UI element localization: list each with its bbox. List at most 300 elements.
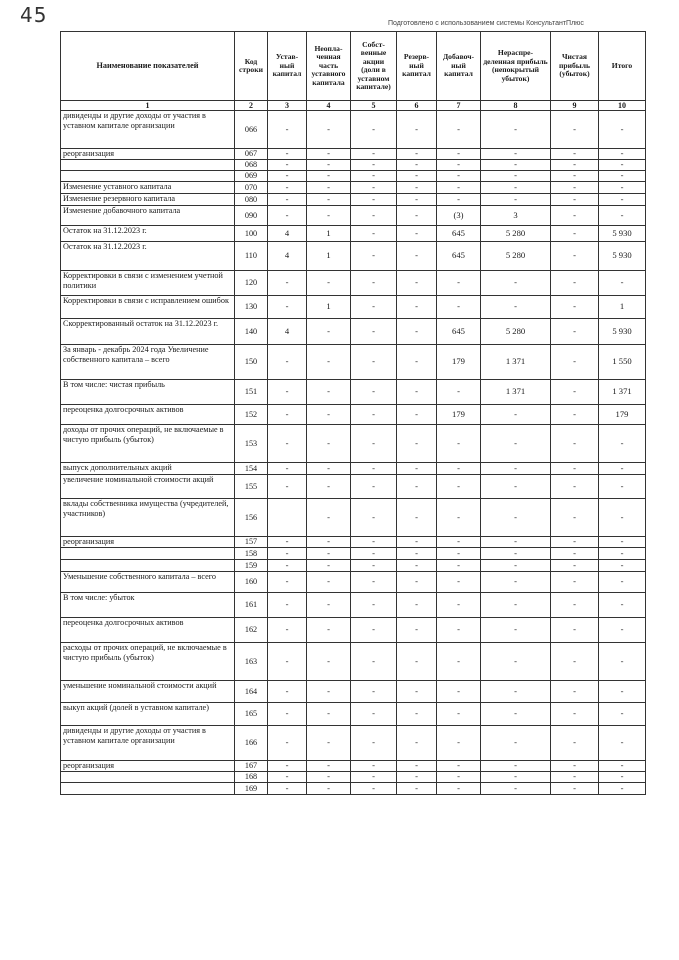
row-value: -	[437, 618, 481, 643]
row-value: -	[351, 242, 397, 271]
row-value: -	[307, 643, 351, 681]
row-value: 5 930	[599, 319, 646, 345]
table-row	[61, 149, 646, 160]
row-value: -	[351, 271, 397, 296]
table-row	[61, 593, 646, 618]
table-row	[61, 345, 646, 380]
row-value: -	[307, 380, 351, 405]
row-value: 645	[437, 226, 481, 242]
row-value: -	[307, 726, 351, 761]
row-value: -	[307, 783, 351, 795]
table-row	[61, 242, 646, 271]
row-value: -	[481, 296, 551, 319]
table-row	[61, 111, 646, 149]
row-code: 130	[235, 296, 268, 319]
page-number: 45	[20, 3, 48, 27]
row-code: 158	[235, 548, 268, 560]
row-value: -	[437, 703, 481, 726]
row-name	[61, 171, 235, 182]
header-retained-earnings: Нераспре-деленная прибыль (непокрытый убыток)	[481, 32, 551, 101]
row-value: (3)	[437, 206, 481, 226]
row-value: -	[481, 726, 551, 761]
row-code: 067	[235, 149, 268, 160]
row-value: 179	[437, 345, 481, 380]
row-value: -	[397, 761, 437, 772]
row-code: 159	[235, 560, 268, 572]
row-name	[61, 772, 235, 783]
row-value: -	[351, 171, 397, 182]
row-value: -	[351, 226, 397, 242]
row-value: -	[481, 572, 551, 593]
row-value: -	[551, 380, 599, 405]
row-value: -	[351, 537, 397, 548]
row-value: 5 280	[481, 226, 551, 242]
row-value: -	[481, 537, 551, 548]
row-value: 179	[599, 405, 646, 425]
row-value: -	[397, 772, 437, 783]
table-row	[61, 772, 646, 783]
row-value: -	[351, 345, 397, 380]
row-value: -	[397, 242, 437, 271]
row-value	[268, 499, 307, 537]
row-name: расходы от прочих операций, не включаемые в чистую прибыль (убыток)	[61, 643, 235, 681]
row-value: -	[397, 499, 437, 537]
row-value: -	[481, 463, 551, 475]
row-value: -	[351, 194, 397, 206]
row-value: -	[599, 560, 646, 572]
header-net-profit: Чистая прибыль (убыток)	[551, 32, 599, 101]
row-value: -	[599, 206, 646, 226]
row-value: -	[397, 726, 437, 761]
row-value: -	[551, 475, 599, 499]
row-value: -	[551, 560, 599, 572]
table-row	[61, 560, 646, 572]
row-value: -	[437, 761, 481, 772]
row-value: -	[551, 548, 599, 560]
row-value: -	[397, 405, 437, 425]
row-value: -	[268, 405, 307, 425]
row-value: -	[481, 171, 551, 182]
row-value: -	[268, 271, 307, 296]
row-code: 120	[235, 271, 268, 296]
row-value: -	[268, 772, 307, 783]
row-value: -	[268, 761, 307, 772]
row-value: -	[307, 499, 351, 537]
row-value: 3	[481, 206, 551, 226]
row-code: 110	[235, 242, 268, 271]
row-value: -	[551, 182, 599, 194]
header-code: Код строки	[235, 32, 268, 101]
row-code: 069	[235, 171, 268, 182]
row-value: -	[551, 271, 599, 296]
table-row	[61, 783, 646, 795]
row-value: 4	[268, 226, 307, 242]
capital-changes-table	[60, 31, 646, 795]
row-value: -	[268, 160, 307, 171]
row-name: увеличение номинальной стоимости акций	[61, 475, 235, 499]
row-code: 068	[235, 160, 268, 171]
row-name: дивиденды и другие доходы от участия в уставном капитале организации	[61, 111, 235, 149]
row-name	[61, 160, 235, 171]
row-value: -	[351, 593, 397, 618]
row-value: -	[397, 643, 437, 681]
row-value: -	[481, 475, 551, 499]
row-value: -	[351, 681, 397, 703]
table-row	[61, 618, 646, 643]
row-value: -	[551, 171, 599, 182]
row-value: -	[351, 772, 397, 783]
column-number: 3	[268, 101, 307, 111]
row-value: -	[599, 681, 646, 703]
row-value: 5 280	[481, 242, 551, 271]
row-value: -	[437, 783, 481, 795]
row-code: 167	[235, 761, 268, 772]
row-value: -	[551, 726, 599, 761]
row-value: -	[397, 425, 437, 463]
row-value: -	[599, 703, 646, 726]
row-name: Корректировки в связи с исправлением ошибок	[61, 296, 235, 319]
row-name: дивиденды и другие доходы от участия в уставном капитале организации	[61, 726, 235, 761]
table-row	[61, 703, 646, 726]
row-value: -	[397, 194, 437, 206]
row-value: -	[599, 182, 646, 194]
row-value: -	[268, 111, 307, 149]
row-name	[61, 548, 235, 560]
header-total: Итого	[599, 32, 646, 101]
row-name: Корректировки в связи с изменением учетной политики	[61, 271, 235, 296]
row-value: -	[268, 703, 307, 726]
table-row	[61, 171, 646, 182]
row-value: -	[481, 111, 551, 149]
row-value: -	[437, 499, 481, 537]
row-code: 155	[235, 475, 268, 499]
row-value: -	[551, 681, 599, 703]
row-value: -	[307, 111, 351, 149]
row-code: 070	[235, 182, 268, 194]
row-value: -	[307, 618, 351, 643]
row-value: -	[551, 618, 599, 643]
row-value: -	[437, 296, 481, 319]
row-value: -	[307, 703, 351, 726]
column-number: 4	[307, 101, 351, 111]
row-value: -	[307, 171, 351, 182]
row-value: -	[397, 560, 437, 572]
row-value: -	[268, 548, 307, 560]
row-value: -	[437, 726, 481, 761]
row-code: 162	[235, 618, 268, 643]
row-value: -	[437, 572, 481, 593]
header-name: Наименование показателей	[61, 32, 235, 101]
column-number: 7	[437, 101, 481, 111]
row-value: -	[307, 182, 351, 194]
row-value: -	[268, 560, 307, 572]
row-value: -	[481, 425, 551, 463]
row-value: -	[599, 425, 646, 463]
header-unpaid-capital: Неопла-ченная часть уставного капитала	[307, 32, 351, 101]
row-value: -	[397, 618, 437, 643]
row-value: -	[268, 593, 307, 618]
row-code: 169	[235, 783, 268, 795]
row-value: -	[351, 499, 397, 537]
row-value: -	[268, 643, 307, 681]
row-value: -	[268, 345, 307, 380]
row-name: В том числе: чистая прибыль	[61, 380, 235, 405]
row-value: -	[599, 463, 646, 475]
row-value: 4	[268, 242, 307, 271]
row-value: -	[351, 380, 397, 405]
row-value: 1	[307, 226, 351, 242]
row-value: -	[351, 319, 397, 345]
table-row	[61, 726, 646, 761]
row-value: -	[599, 111, 646, 149]
row-value: -	[551, 643, 599, 681]
row-value: -	[437, 111, 481, 149]
row-value: 1 371	[481, 345, 551, 380]
row-value: -	[551, 206, 599, 226]
table-row	[61, 226, 646, 242]
row-value: -	[268, 171, 307, 182]
row-value: -	[551, 111, 599, 149]
row-value: -	[268, 681, 307, 703]
row-value: -	[351, 572, 397, 593]
row-value: -	[397, 226, 437, 242]
row-code: 163	[235, 643, 268, 681]
row-value: 1 550	[599, 345, 646, 380]
table-row	[61, 319, 646, 345]
row-value: -	[551, 194, 599, 206]
header-reserve-capital: Резерв-ный капитал	[397, 32, 437, 101]
row-value: -	[351, 548, 397, 560]
row-value: -	[599, 537, 646, 548]
row-value: -	[397, 703, 437, 726]
table-row	[61, 537, 646, 548]
column-number-row	[61, 101, 646, 111]
row-name: Изменение резервного капитала	[61, 194, 235, 206]
row-name: доходы от прочих операций, не включаемые в чистую прибыль (убыток)	[61, 425, 235, 463]
row-code: 150	[235, 345, 268, 380]
row-value: -	[599, 643, 646, 681]
row-value: -	[268, 380, 307, 405]
row-value: -	[599, 160, 646, 171]
row-value: -	[351, 560, 397, 572]
row-name: Уменьшение собственного капитала – всего	[61, 572, 235, 593]
row-value: -	[599, 726, 646, 761]
column-number: 1	[61, 101, 235, 111]
row-code: 164	[235, 681, 268, 703]
row-value: -	[437, 463, 481, 475]
source-note: Подготовлено с использованием системы КонсультантПлюс	[388, 20, 584, 27]
row-value: 1	[307, 242, 351, 271]
row-value: -	[397, 475, 437, 499]
row-value: -	[307, 345, 351, 380]
table-row	[61, 463, 646, 475]
row-name: Скорректированный остаток на 31.12.2023 г.	[61, 319, 235, 345]
row-name: вклады собственника имущества (учредителей, участников)	[61, 499, 235, 537]
row-value: -	[307, 149, 351, 160]
column-number: 10	[599, 101, 646, 111]
table-row	[61, 380, 646, 405]
row-value: -	[351, 149, 397, 160]
row-value: 4	[268, 319, 307, 345]
row-value: -	[551, 160, 599, 171]
row-value: 645	[437, 242, 481, 271]
row-value: -	[351, 182, 397, 194]
row-value: -	[351, 783, 397, 795]
row-value: -	[437, 475, 481, 499]
row-value: -	[551, 345, 599, 380]
table-row	[61, 681, 646, 703]
row-name: переоценка долгосрочных активов	[61, 618, 235, 643]
row-value: -	[437, 160, 481, 171]
row-value: -	[599, 271, 646, 296]
row-name: Остаток на 31.12.2023 г.	[61, 226, 235, 242]
table-row	[61, 296, 646, 319]
row-value: 5 930	[599, 242, 646, 271]
table-row	[61, 643, 646, 681]
row-value: -	[307, 761, 351, 772]
row-value: -	[599, 783, 646, 795]
row-value: -	[307, 463, 351, 475]
row-value: -	[268, 182, 307, 194]
row-value: -	[551, 226, 599, 242]
row-value: 5 930	[599, 226, 646, 242]
row-value: -	[351, 703, 397, 726]
column-number: 2	[235, 101, 268, 111]
row-value: -	[351, 643, 397, 681]
row-value: -	[437, 425, 481, 463]
row-name: Остаток на 31.12.2023 г.	[61, 242, 235, 271]
row-value: -	[551, 572, 599, 593]
row-code: 140	[235, 319, 268, 345]
row-value: -	[397, 160, 437, 171]
row-value: -	[437, 171, 481, 182]
row-value: -	[397, 548, 437, 560]
row-value: -	[481, 772, 551, 783]
row-value: -	[437, 537, 481, 548]
row-value: -	[307, 206, 351, 226]
row-value: -	[307, 405, 351, 425]
row-value: -	[481, 681, 551, 703]
row-value: -	[481, 548, 551, 560]
row-value: 645	[437, 319, 481, 345]
row-value: -	[437, 772, 481, 783]
row-value: -	[307, 548, 351, 560]
row-value: -	[351, 425, 397, 463]
row-value: -	[397, 572, 437, 593]
row-code: 157	[235, 537, 268, 548]
row-value: -	[599, 593, 646, 618]
row-value: -	[481, 499, 551, 537]
table-row	[61, 425, 646, 463]
row-value: -	[437, 380, 481, 405]
row-value: -	[551, 463, 599, 475]
header-own-shares: Собст-венные акции (доли в уставном капитале)	[351, 32, 397, 101]
row-value: -	[307, 537, 351, 548]
row-name: выпуск дополнительных акций	[61, 463, 235, 475]
row-value: -	[268, 537, 307, 548]
row-value: -	[307, 160, 351, 171]
row-value: -	[437, 593, 481, 618]
column-number: 8	[481, 101, 551, 111]
row-value: -	[397, 681, 437, 703]
table-body	[61, 111, 646, 795]
column-number: 5	[351, 101, 397, 111]
row-name: реорганизация	[61, 537, 235, 548]
row-value: -	[351, 111, 397, 149]
row-value: -	[351, 761, 397, 772]
row-value: -	[307, 194, 351, 206]
row-value: -	[481, 405, 551, 425]
table-row	[61, 405, 646, 425]
row-value: -	[397, 463, 437, 475]
row-value: -	[437, 560, 481, 572]
row-value: -	[397, 296, 437, 319]
row-name: реорганизация	[61, 761, 235, 772]
row-code: 100	[235, 226, 268, 242]
row-code: 161	[235, 593, 268, 618]
row-value: -	[268, 149, 307, 160]
row-name: Изменение уставного капитала	[61, 182, 235, 194]
row-value: -	[268, 425, 307, 463]
row-value: -	[307, 772, 351, 783]
row-code: 151	[235, 380, 268, 405]
row-value: -	[437, 681, 481, 703]
row-name: В том числе: убыток	[61, 593, 235, 618]
row-value: -	[437, 194, 481, 206]
header-additional-capital: Добавоч-ный капитал	[437, 32, 481, 101]
row-code: 168	[235, 772, 268, 783]
row-code: 066	[235, 111, 268, 149]
row-value: -	[351, 463, 397, 475]
row-value: -	[481, 160, 551, 171]
row-value: -	[437, 149, 481, 160]
row-value: -	[397, 319, 437, 345]
row-value: -	[551, 761, 599, 772]
row-value: -	[481, 761, 551, 772]
table-row	[61, 206, 646, 226]
row-value: -	[481, 560, 551, 572]
row-value: -	[551, 593, 599, 618]
row-name	[61, 783, 235, 795]
row-value: -	[268, 726, 307, 761]
row-value: -	[437, 548, 481, 560]
row-value: -	[481, 703, 551, 726]
row-value: -	[437, 271, 481, 296]
row-value: -	[599, 572, 646, 593]
row-value: -	[268, 463, 307, 475]
table-row	[61, 499, 646, 537]
table-row	[61, 572, 646, 593]
row-value: -	[268, 618, 307, 643]
row-value: -	[307, 319, 351, 345]
row-value: 5 280	[481, 319, 551, 345]
row-value: -	[397, 380, 437, 405]
table-row	[61, 194, 646, 206]
table-row	[61, 761, 646, 772]
row-value: 179	[437, 405, 481, 425]
row-value: -	[307, 475, 351, 499]
row-value: -	[351, 160, 397, 171]
row-value: -	[268, 194, 307, 206]
row-value: -	[307, 572, 351, 593]
row-value: -	[481, 618, 551, 643]
row-value: -	[397, 182, 437, 194]
row-value: -	[351, 296, 397, 319]
row-code: 154	[235, 463, 268, 475]
column-number: 9	[551, 101, 599, 111]
row-value: -	[551, 296, 599, 319]
row-value: -	[351, 618, 397, 643]
